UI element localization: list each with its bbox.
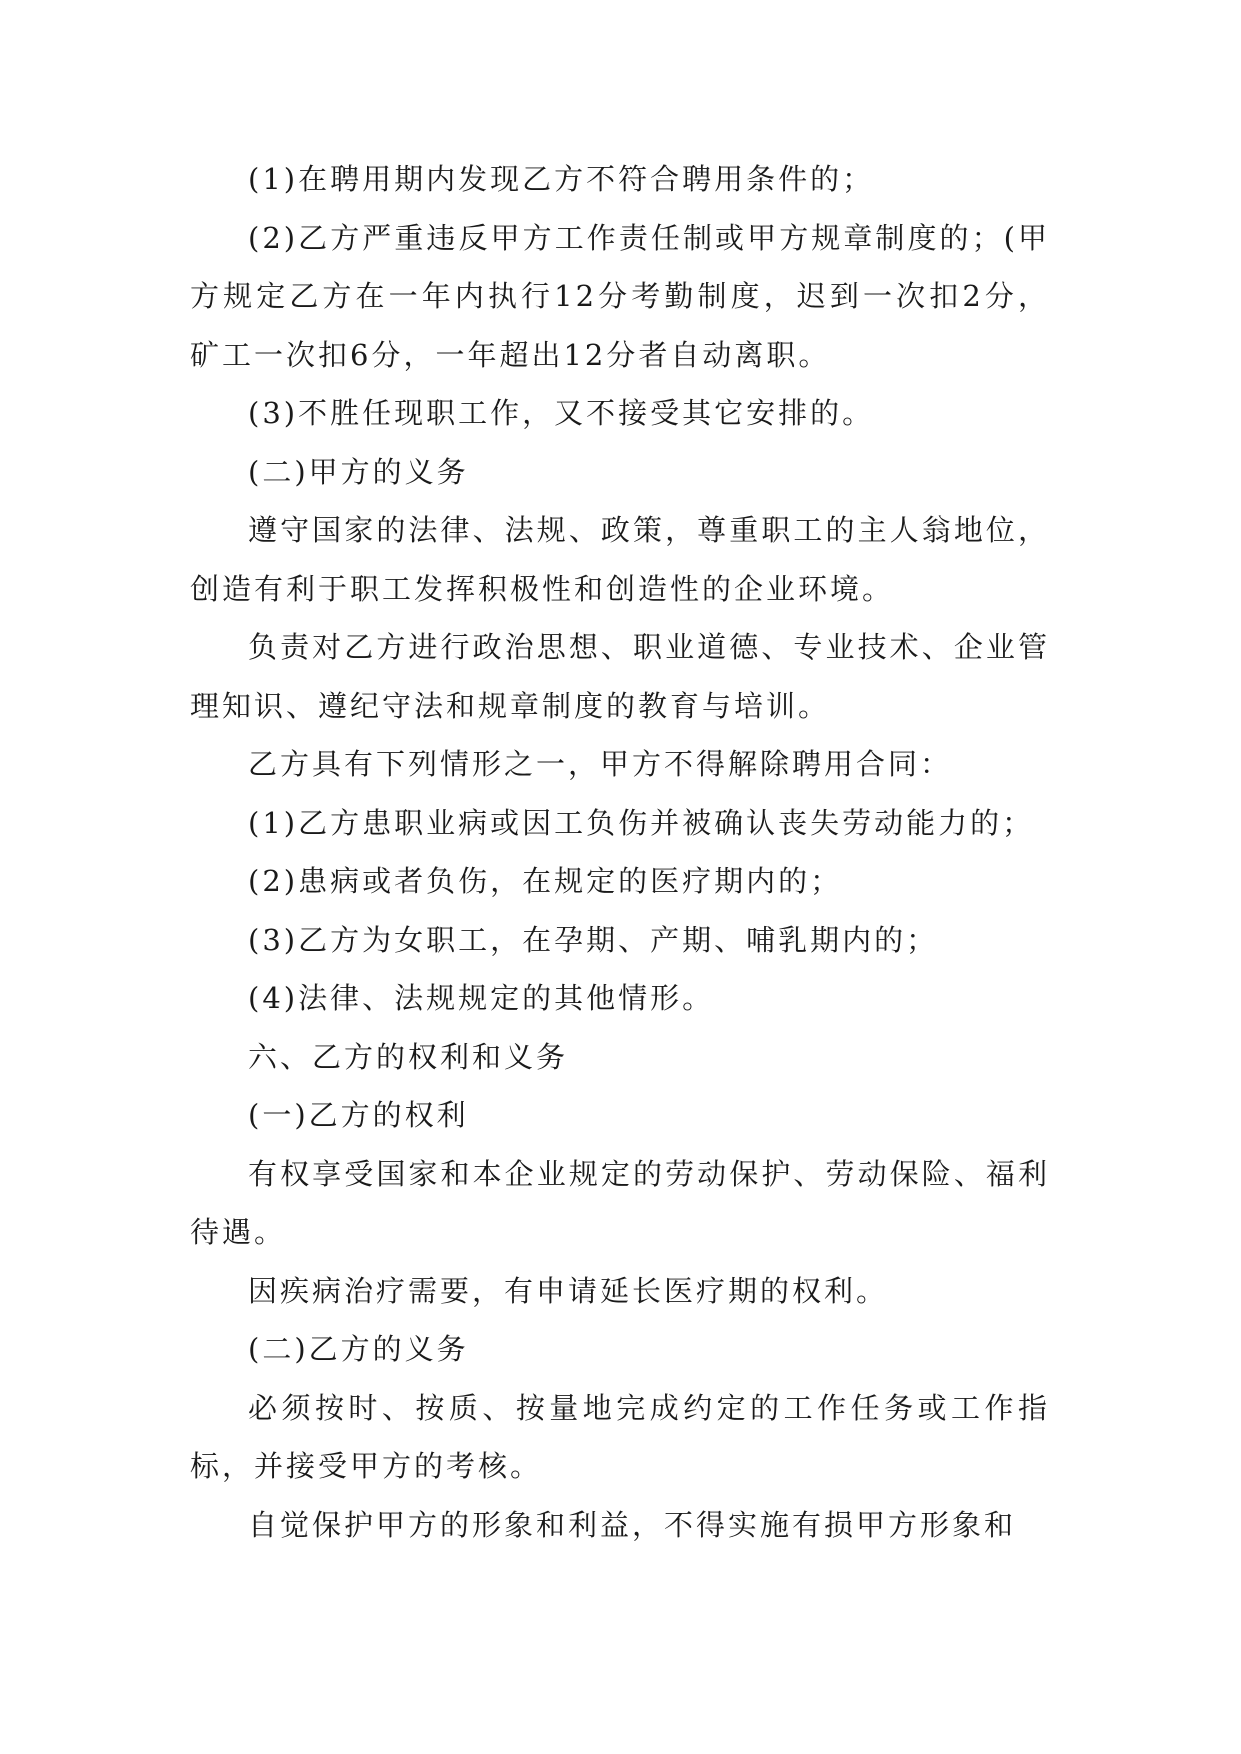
paragraph-labor-protection: 有权享受国家和本企业规定的劳动保护、劳动保险、福利待遇。	[190, 1156, 1050, 1249]
paragraph-protect-image: 自觉保护甲方的形象和利益，不得实施有损甲方形象和	[248, 1507, 1017, 1542]
paragraph-medical-period: 因疾病治疗需要，有申请延长医疗期的权利。	[248, 1273, 889, 1308]
paragraph-obey-laws: 遵守国家的法律、法规、政策，尊重职工的主人翁地位，创造有利于职工发挥积极性和创造性的企业环境。	[190, 513, 1050, 606]
paragraph-complete-tasks: 必须按时、按质、按量地完成约定的工作任务或工作指标，并接受甲方的考核。	[190, 1390, 1050, 1483]
paragraph-cannot-terminate-3: (3)乙方为女职工，在孕期、产期、哺乳期内的；	[248, 922, 939, 957]
paragraph-cannot-terminate-2: (2)患病或者负伤，在规定的医疗期内的；	[248, 864, 843, 898]
paragraph-cannot-terminate-4: (4)法律、法规规定的其他情形。	[248, 981, 715, 1015]
paragraph-cannot-terminate-1: (1)乙方患职业病或因工负伤并被确认丧失劳动能力的；	[248, 805, 1035, 840]
document-page	[190, 150, 1050, 1554]
heading-section-six: 六、乙方的权利和义务	[248, 1039, 569, 1074]
paragraph-training: 负责对乙方进行政治思想、职业道德、专业技术、企业管理知识、遵纪守法和规章制度的教育与培训。	[190, 630, 1050, 723]
paragraph-termination-condition-1: (1)在聘用期内发现乙方不符合聘用条件的；	[248, 162, 875, 196]
paragraph-cannot-terminate-intro: 乙方具有下列情形之一，甲方不得解除聘用合同：	[248, 747, 953, 781]
heading-party-b-rights: (一)乙方的权利	[248, 1098, 469, 1132]
paragraph-termination-condition-3: (3)不胜任现职工作，又不接受其它安排的。	[248, 396, 875, 430]
paragraph-termination-condition-2: (2)乙方严重违反甲方工作责任制或甲方规章制度的；(甲方规定乙方在一年内执行12分考勤制度，迟到一次扣2分，矿工一次扣6分，一年超出12分者自动离职。	[190, 220, 1050, 372]
heading-party-a-obligations: (二)甲方的义务	[248, 454, 469, 489]
heading-party-b-obligations: (二)乙方的义务	[248, 1332, 469, 1366]
